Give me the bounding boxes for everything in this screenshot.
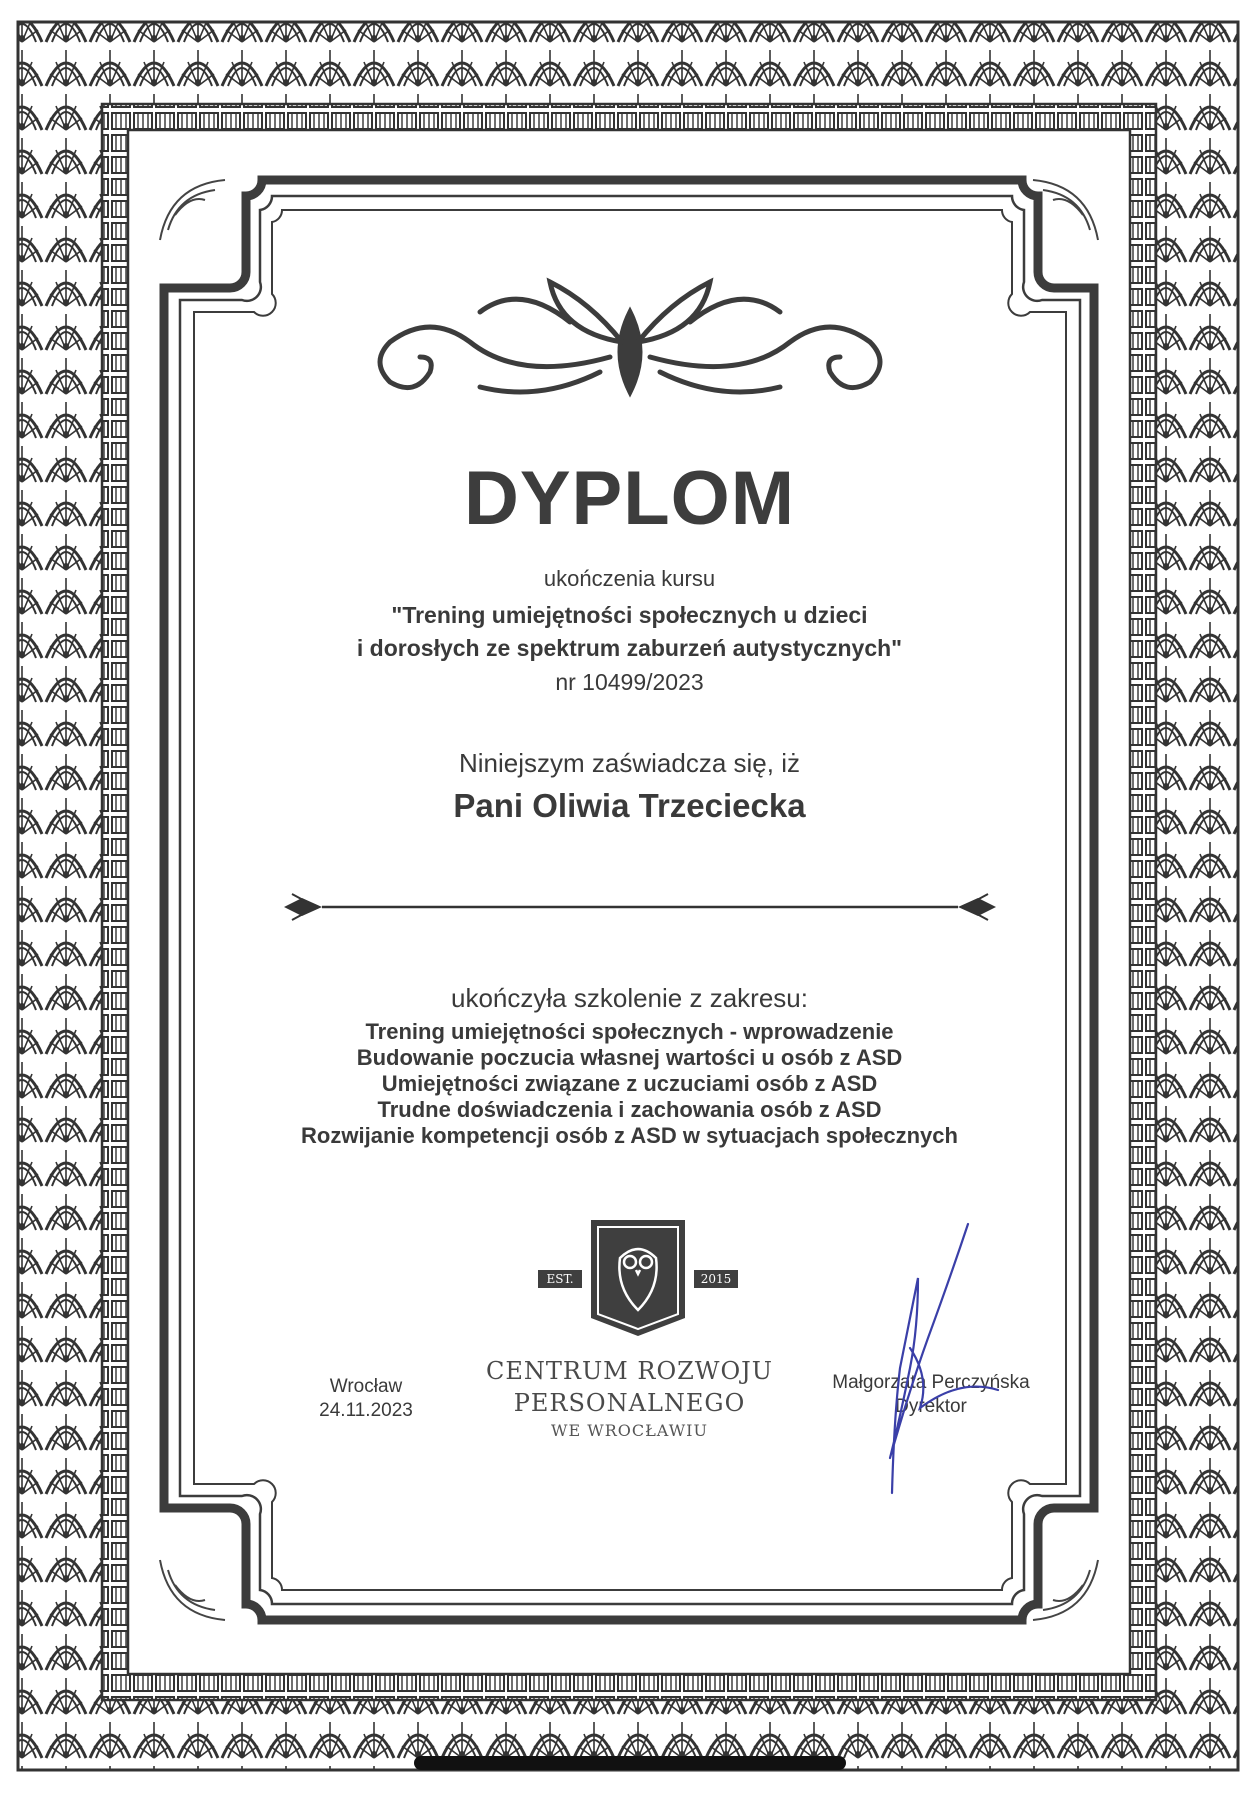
certify-text: Niniejszym zaświadcza się, iż <box>459 748 800 778</box>
ornament-divider <box>282 890 998 924</box>
course-title-line-1: "Trening umiejętności społecznych u dzieci <box>391 602 868 628</box>
topic-item: Budowanie poczucia własnej wartości u osób z ASD <box>356 1045 903 1070</box>
est-year: 2015 <box>700 1272 732 1286</box>
organization-logo <box>536 1218 740 1338</box>
signer-role: Dyrektor <box>895 1396 967 1417</box>
course-title-line-2: i dorosłych ze spektrum zaburzeń autystycznych" <box>356 635 903 661</box>
organization-name-line-2: PERSONALNEGO <box>513 1389 746 1417</box>
place: Wrocław <box>329 1376 403 1397</box>
organization-name-line-3: WE WROCŁAWIU <box>551 1421 708 1440</box>
topic-item: Trening umiejętności społecznych - wprowadzenie <box>365 1019 894 1044</box>
est-label: EST. <box>546 1272 574 1286</box>
home-indicator-bar <box>414 1756 846 1770</box>
diploma-title: DYPLOM <box>463 456 796 541</box>
topic-item: Umiejętności związane z uczuciami osób z ASD <box>381 1071 878 1096</box>
top-ornament-icon <box>360 262 900 412</box>
signature <box>880 1218 1000 1498</box>
issue-date: 24.11.2023 <box>319 1400 413 1421</box>
recipient-name: Pani Oliwia Trzeciecka <box>453 787 806 824</box>
completed-text: ukończyła szkolenie z zakresu: <box>451 983 808 1013</box>
diploma-subtitle: ukończenia kursu <box>543 566 716 591</box>
topic-item: Rozwijanie kompetencji osób z ASD w sytuacjach społecznych <box>301 1123 958 1148</box>
topic-item: Trudne doświadczenia i zachowania osób z ASD <box>377 1097 882 1122</box>
organization-name-line-1: CENTRUM ROZWOJU <box>485 1357 773 1385</box>
certificate-number: nr 10499/2023 <box>555 669 704 695</box>
signer-name: Małgorzata Perczyńska <box>832 1372 1030 1393</box>
